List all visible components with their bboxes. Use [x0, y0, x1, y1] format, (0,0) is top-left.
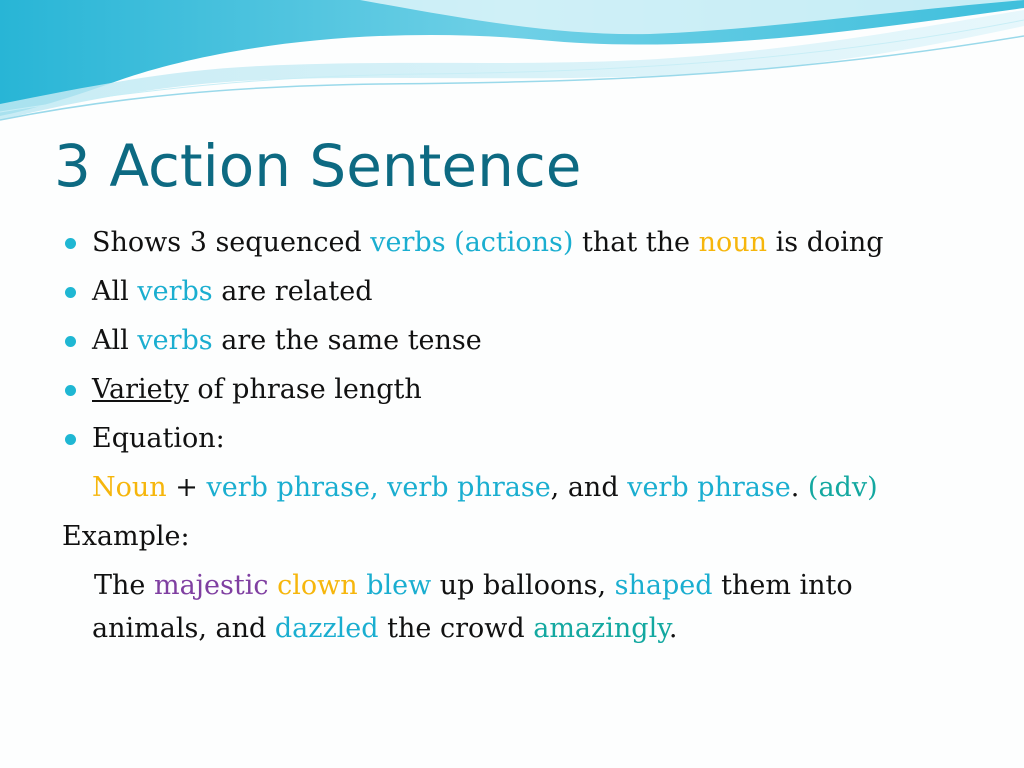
bullet-item-3: [92, 321, 482, 361]
example-text: animals, and: [92, 613, 275, 644]
slide-title: 3 Action Sentence: [54, 132, 582, 200]
equation-noun: Noun: [92, 472, 167, 503]
equation-period: .: [790, 472, 808, 503]
example-verb: dazzled: [274, 613, 379, 644]
verbs-highlight: verbs: [137, 325, 213, 356]
bullet-text: is doing: [767, 227, 884, 258]
bullet-text: All: [92, 276, 138, 307]
equation-adverb: (adv): [807, 472, 878, 503]
example-verb: shaped: [614, 570, 713, 601]
example-verb: blew: [366, 570, 432, 601]
example-text: The: [94, 570, 154, 601]
bullet-item-5: [92, 419, 225, 459]
bullet-text: that the: [573, 227, 699, 258]
equation-verb-phrases: verb phrase, verb phrase: [206, 472, 551, 503]
bullet-item-4: [92, 370, 422, 410]
bullet-dot-icon: [65, 434, 76, 445]
bullet-item-1: [92, 223, 884, 263]
bullet-text: All: [92, 325, 138, 356]
equation-label: Equation:: [92, 423, 225, 454]
equation-and: , and: [550, 472, 628, 503]
example-text: them into: [712, 570, 853, 601]
bullet-text: are related: [212, 276, 373, 307]
example-noun: clown: [277, 570, 358, 601]
example-label: [62, 517, 190, 557]
verbs-highlight: verbs (actions): [370, 227, 574, 258]
variety-underlined: Variety: [92, 374, 189, 405]
example-label-text: Example:: [62, 521, 190, 552]
example-space: [268, 570, 277, 601]
noun-highlight: noun: [698, 227, 768, 258]
example-text: up balloons,: [431, 570, 615, 601]
example-adverb: amazingly: [533, 613, 669, 644]
bullet-item-2: [92, 272, 373, 312]
example-text: the crowd: [378, 613, 534, 644]
bullet-dot-icon: [65, 385, 76, 396]
bullet-dot-icon: [65, 238, 76, 249]
equation-plus: +: [166, 472, 207, 503]
example-sentence-line-1: [94, 566, 853, 606]
example-adjective: majestic: [153, 570, 269, 601]
example-text: .: [668, 613, 678, 644]
equation-verb-phrase: verb phrase: [627, 472, 791, 503]
bullet-text: Shows 3 sequenced: [92, 227, 371, 258]
bullet-dot-icon: [65, 336, 76, 347]
bullet-text: of phrase length: [188, 374, 422, 405]
bullet-dot-icon: [65, 287, 76, 298]
bullet-text: are the same tense: [212, 325, 482, 356]
example-sentence-line-2: [92, 609, 677, 649]
verbs-highlight: verbs: [137, 276, 213, 307]
example-space: [358, 570, 367, 601]
equation-line: [92, 468, 878, 508]
wave-header-decoration: [0, 0, 1024, 130]
